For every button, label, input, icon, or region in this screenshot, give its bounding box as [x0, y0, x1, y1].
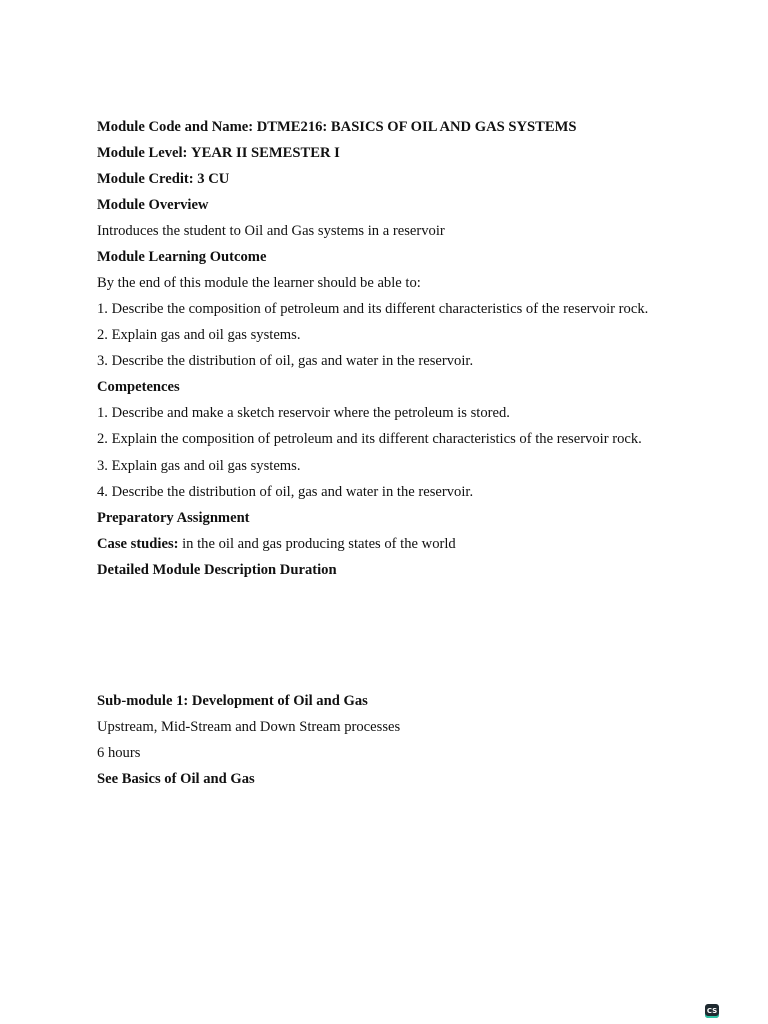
module-level-label: Module Level: [97, 145, 188, 161]
case-studies-label: Case studies: [97, 536, 179, 552]
learning-outcome-item: 1. Describe the composition of petroleum and its different characteristics of the reservoir rock. [97, 301, 649, 317]
module-level-value: YEAR II SEMESTER I [191, 145, 340, 161]
module-credit-line [97, 170, 229, 188]
submodule-text: Upstream, Mid-Stream and Down Stream processes [97, 719, 401, 735]
learning-outcome-item: 2. Explain gas and oil gas systems. [97, 327, 301, 343]
learning-outcome-intro: By the end of this module the learner should be able to: [97, 275, 421, 291]
module-credit-value: 3 CU [197, 171, 230, 187]
submodule-heading: Sub-module 1: Development of Oil and Gas [97, 693, 368, 709]
detailed-description-heading: Detailed Module Description Duration [97, 562, 337, 578]
learning-outcome-item: 3. Describe the distribution of oil, gas and water in the reservoir. [97, 353, 474, 369]
module-credit-label: Module Credit: [97, 171, 194, 187]
module-code-label: Module Code and Name: [97, 119, 254, 135]
overview-text: Introduces the student to Oil and Gas systems in a reservoir [97, 223, 445, 239]
module-level-line [97, 144, 340, 162]
case-studies-line [97, 535, 456, 553]
competence-item: 2. Explain the composition of petroleum and its different characteristics of the reservoir rock. [97, 431, 642, 447]
case-studies-text: in the oil and gas producing states of the world [178, 536, 456, 552]
camscanner-logo-icon: CS [705, 1004, 719, 1018]
competences-heading: Competences [97, 379, 180, 395]
competence-item: 4. Describe the distribution of oil, gas and water in the reservoir. [97, 484, 474, 500]
submodule-duration: 6 hours [97, 745, 141, 761]
module-code-line [97, 118, 577, 136]
learning-outcome-heading: Module Learning Outcome [97, 249, 267, 265]
module-code-value: DTME216: BASICS OF OIL AND GAS SYSTEMS [256, 119, 577, 135]
overview-heading: Module Overview [97, 197, 209, 213]
preparatory-heading: Preparatory Assignment [97, 510, 250, 526]
competence-item: 1. Describe and make a sketch reservoir where the petroleum is stored. [97, 405, 510, 421]
submodule-see-also: See Basics of Oil and Gas [97, 771, 255, 787]
competence-item: 3. Explain gas and oil gas systems. [97, 458, 301, 474]
